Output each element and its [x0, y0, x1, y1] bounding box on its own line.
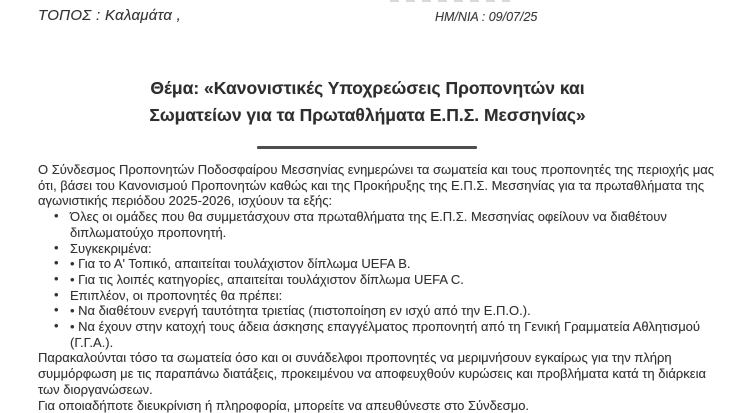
- list-item: [38, 303, 714, 319]
- list-item: [38, 319, 714, 350]
- date-line: ΗΜ/ΝΙΑ : 09/07/25: [435, 10, 538, 24]
- document-header: [38, 7, 735, 27]
- intro-paragraph: Ο Σύνδεσμος Προπονητών Ποδοσφαίρου Μεσσηνίας ενημερώνει τα σωματεία και τους προπονητές της περιοχής μας ότι, βάσει του Κανονισμού Προπονητών καθώς και της Προκήρυξης της Ε.Π.Σ. Μεσσηνίας για τα πρωταθλήματα της αγωνιστικής περιόδου 2025-2026, ισχύουν τα εξής:: [38, 162, 714, 209]
- bullet-icon: •: [54, 255, 59, 271]
- bullet-icon: •: [54, 286, 59, 302]
- bullet-icon: •: [54, 302, 59, 318]
- bullet-icon: •: [54, 318, 59, 334]
- document-body: [38, 162, 714, 413]
- list-item: [38, 272, 714, 288]
- list-item-text: • Για τις λοιπές κατηγορίες, απαιτείται τουλάχιστον δίπλωμα UEFA C.: [70, 271, 464, 287]
- bullet-icon: •: [54, 208, 59, 224]
- bullet-icon: •: [54, 239, 59, 255]
- bullet-icon: •: [54, 270, 59, 286]
- list-item: [38, 209, 714, 240]
- list-item-text: Επιπλέον, οι προπονητές θα πρέπει:: [70, 287, 283, 303]
- subject-title-line1: Θέμα: «Κανονιστικές Υποχρεώσεις Προπονητών και: [150, 78, 585, 98]
- title-underline-rule: [257, 146, 477, 149]
- list-item-text: Όλες οι ομάδες που θα συμμετάσχουν στα πρωταθλήματα της Ε.Π.Σ. Μεσσηνίας οφείλουν να διαθέτουν διπλωματούχο προπονητή.: [70, 209, 667, 240]
- place-line: ΤΟΠΟΣ : Καλαμάτα ,: [38, 7, 182, 24]
- list-item: [38, 241, 714, 257]
- scan-crop-artifact: [390, 0, 510, 2]
- list-item-text: • Να διαθέτουν ενεργή ταυτότητα τριετίας (πιστοποίηση εν ισχύ από την Ε.Π.Ο.).: [70, 303, 531, 319]
- requirements-list: [38, 209, 714, 350]
- subject-title: [0, 75, 735, 129]
- contact-paragraph: Για οποιαδήποτε διευκρίνιση ή πληροφορία, μπορείτε να απευθύνεστε στο Σύνδεσμο.: [38, 397, 530, 413]
- subject-title-line2: Σωματείων για τα Πρωταθλήματα Ε.Π.Σ. Μεσσηνίας»: [149, 105, 586, 125]
- list-item-text: • Να έχουν στην κατοχή τους άδεια άσκησης επαγγέλματος προπονητή από τη Γενική Γραμματεία Αθλητισμού (Γ.Γ.Α.).: [70, 319, 701, 350]
- list-item: [38, 256, 714, 272]
- list-item-text: Συγκεκριμένα:: [70, 240, 152, 256]
- closing-paragraph: Παρακαλούνται τόσο τα σωματεία όσο και οι συνάδελφοι προπονητές να μεριμνήσουν εγκαίρως για την πλήρη συμμόρφωση με τις παραπάνω διατάξεις, προκειμένου να αποφευχθούν κυρώσεις και προβλήματα κατά τη διάρκεια των διοργανώσεων.: [38, 350, 706, 397]
- list-item: [38, 288, 714, 304]
- list-item-text: • Για το Α' Τοπικό, απαιτείται τουλάχιστον δίπλωμα UEFA B.: [70, 256, 411, 272]
